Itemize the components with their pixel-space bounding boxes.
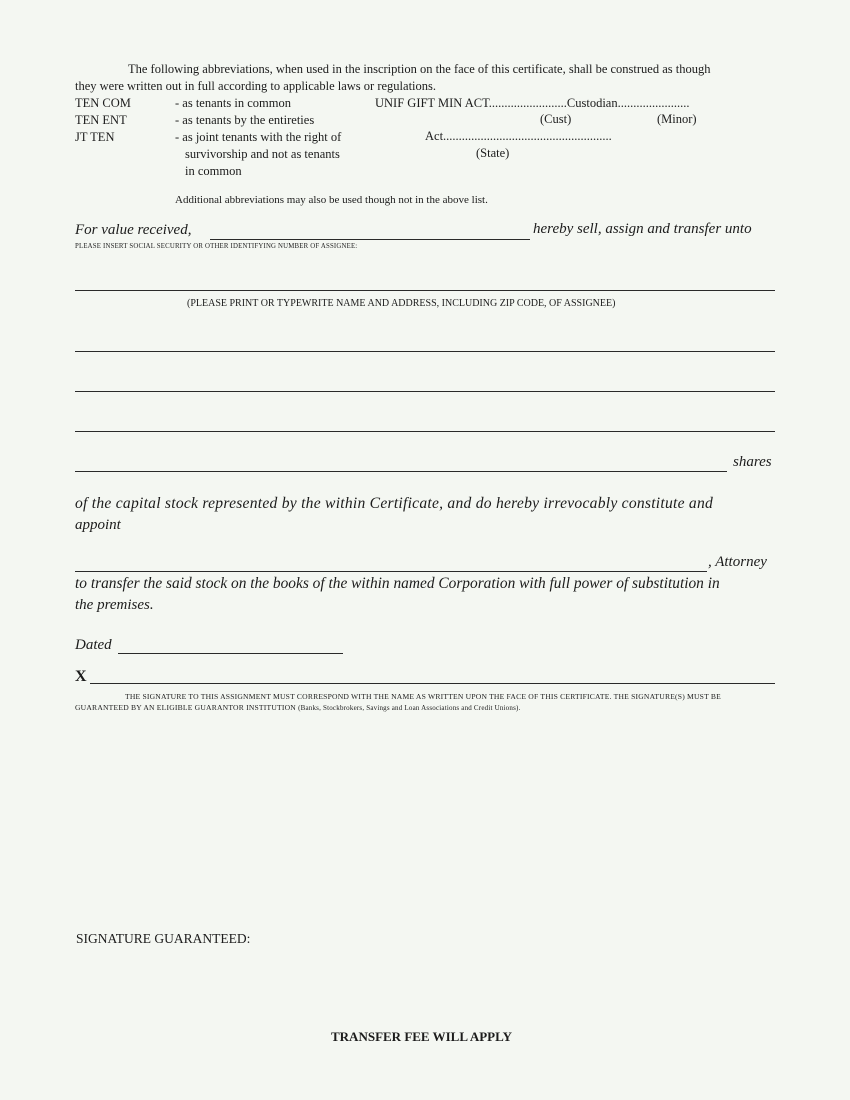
capital-stock-line-2: appoint xyxy=(75,517,121,533)
additional-abbreviations-note: Additional abbreviations may also be used though not in the above list. xyxy=(175,194,488,206)
signature-note-2-caps: GUARANTEED BY AN ELIGIBLE GUARANTOR INSTITUTION xyxy=(75,703,296,712)
signature-x-mark: X xyxy=(75,668,87,685)
abbr-code-jt-ten: JT TEN xyxy=(75,130,115,144)
abbr-meaning-jt-ten: - as joint tenants with the right of xyxy=(175,130,342,144)
transfer-fee-notice: TRANSFER FEE WILL APPLY xyxy=(331,1029,512,1044)
abbr-meaning-ten-com: - as tenants in common xyxy=(175,96,291,110)
intro-line-2: they were written out in full according to applicable laws or regulations. xyxy=(75,79,436,93)
intro-line-1: The following abbreviations, when used in the inscription on the face of this certificate, shall be construed as though xyxy=(128,62,711,76)
print-name-note: (PLEASE PRINT OR TYPEWRITE NAME AND ADDRESS, INCLUDING ZIP CODE, OF ASSIGNEE) xyxy=(187,298,616,309)
signature-note-2 xyxy=(75,703,521,712)
abbr-meaning-jt-ten-cont2: in common xyxy=(185,164,242,178)
unif-gift-state: (State) xyxy=(476,146,510,160)
attorney-text: , Attorney xyxy=(708,554,767,570)
unif-gift-cust: (Cust) xyxy=(540,112,572,126)
transfer-line-1: to transfer the said stock on the books of the within named Corporation with full power of substitution in xyxy=(75,575,720,592)
shares-text: shares xyxy=(733,454,772,470)
address-line-3[interactable] xyxy=(75,431,775,432)
shares-line[interactable] xyxy=(75,471,727,472)
hereby-sell-text: hereby sell, assign and transfer unto xyxy=(533,221,752,237)
for-value-received: For value received, xyxy=(75,222,192,238)
capital-stock-line-1: of the capital stock represented by the within Certificate, and do hereby irrevocably constitute and xyxy=(75,495,714,512)
signature-note-3: (Banks, Stockbrokers, Savings and Loan Associations and Credit Unions). xyxy=(298,704,521,712)
ssn-input-line[interactable] xyxy=(210,239,530,240)
ssn-note: PLEASE INSERT SOCIAL SECURITY OR OTHER IDENTIFYING NUMBER OF ASSIGNEE: xyxy=(75,243,358,250)
abbr-meaning-ten-ent: - as tenants by the entireties xyxy=(175,113,315,127)
dated-line[interactable] xyxy=(118,653,343,654)
abbr-code-ten-com: TEN COM xyxy=(75,96,131,110)
assignee-line[interactable] xyxy=(75,290,775,291)
abbr-meaning-jt-ten-cont1: survivorship and not as tenants xyxy=(185,147,340,161)
signature-guaranteed-label: SIGNATURE GUARANTEED: xyxy=(76,931,251,946)
transfer-line-2: the premises. xyxy=(75,597,154,613)
address-line-2[interactable] xyxy=(75,391,775,392)
unif-gift-line: UNIF GIFT MIN ACT.........................Custodian....................... xyxy=(375,96,690,110)
attorney-line[interactable] xyxy=(75,571,707,572)
signature-note-1: THE SIGNATURE TO THIS ASSIGNMENT MUST CORRESPOND WITH THE NAME AS WRITTEN UPON THE FACE OF THIS CERTIFICATE. THE SIGNATURE(S) MUST BE xyxy=(125,692,721,701)
dated-label: Dated xyxy=(75,637,112,653)
address-line-1[interactable] xyxy=(75,351,775,352)
abbr-code-ten-ent: TEN ENT xyxy=(75,113,127,127)
unif-gift-minor: (Minor) xyxy=(657,112,697,126)
signature-line[interactable] xyxy=(90,683,775,684)
unif-gift-act: Act...................................................... xyxy=(425,129,612,143)
